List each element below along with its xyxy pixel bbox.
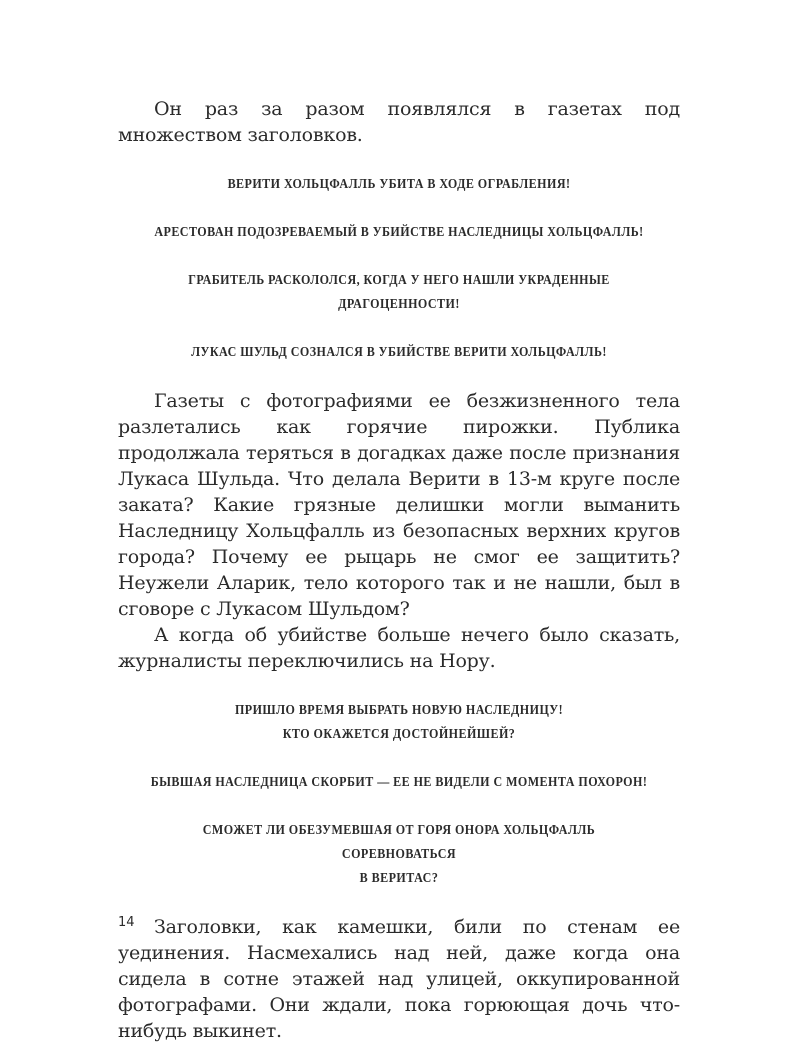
headline-3-line-2: ДРАГОЦЕННОСТИ! xyxy=(338,296,460,311)
headline-3-line-1: ГРАБИТЕЛЬ РАСКОЛОЛСЯ, КОГДА У НЕГО НАШЛИ УКРАДЕННЫЕ xyxy=(188,272,610,287)
headline-1: ВЕРИТИ ХОЛЬЦФАЛЛЬ УБИТА В ХОДЕ ОГРАБЛЕНИЯ! xyxy=(227,176,571,191)
paragraph-3: А когда об убийстве больше нечего было сказать, журналисты переключились на Нору. xyxy=(118,624,680,672)
headline-7-line-2: В ВЕРИТАС? xyxy=(359,870,439,885)
paragraph-1: Он раз за разом появлялся в газетах под множеством заголовков. xyxy=(118,98,680,146)
headline-6: БЫВШАЯ НАСЛЕДНИЦА СКОРБИТ — ЕЕ НЕ ВИДЕЛИ С МОМЕНТА ПОХОРОН! xyxy=(150,774,648,789)
headline-5 xyxy=(118,698,680,746)
paragraph-2: Газеты с фотографиями ее безжизненного тела разлетались как горячие пирожки. Публика продолжала теряться в догадках даже после признания Лукаса Шульда. Что делала Верити в 13-м круге после заката? Какие грязные делишки могли выманить Наследницу Хольцфалль из безопасных верхних кругов города? Почему ее рыцарь не смог ее защитить? Неужели Аларик, тело которого так и не нашли, был в сговоре с Лукасом Шульдом? xyxy=(118,390,680,620)
headline-2: АРЕСТОВАН ПОДОЗРЕВАЕМЫЙ В УБИЙСТВЕ НАСЛЕДНИЦЫ ХОЛЬЦФАЛЛЬ! xyxy=(154,224,644,239)
headline-5-line-1: ПРИШЛО ВРЕМЯ ВЫБРАТЬ НОВУЮ НАСЛЕДНИЦУ! xyxy=(234,702,564,717)
headline-4: ЛУКАС ШУЛЬД СОЗНАЛСЯ В УБИЙСТВЕ ВЕРИТИ ХОЛЬЦФАЛЛЬ! xyxy=(191,344,607,359)
headline-7-line-1: СМОЖЕТ ЛИ ОБЕЗУМЕВШАЯ ОТ ГОРЯ ОНОРА ХОЛЬЦФАЛЛЬ СОРЕВНОВАТЬСЯ xyxy=(202,822,596,861)
headline-3 xyxy=(118,268,680,316)
headline-5-line-2: КТО ОКАЖЕТСЯ ДОСТОЙНЕЙШЕЙ? xyxy=(282,726,516,741)
headline-7 xyxy=(118,818,680,890)
paragraph-4: Заголовки, как камешки, били по стенам ее уединения. Насмехались над ней, даже когда она сидела в сотне этажей над улицей, оккупированной фотографами. Они ждали, пока горюющая дочь что-нибудь выкинет. xyxy=(118,916,680,1042)
page-number: 14 xyxy=(118,915,135,930)
page-body xyxy=(118,96,680,1044)
